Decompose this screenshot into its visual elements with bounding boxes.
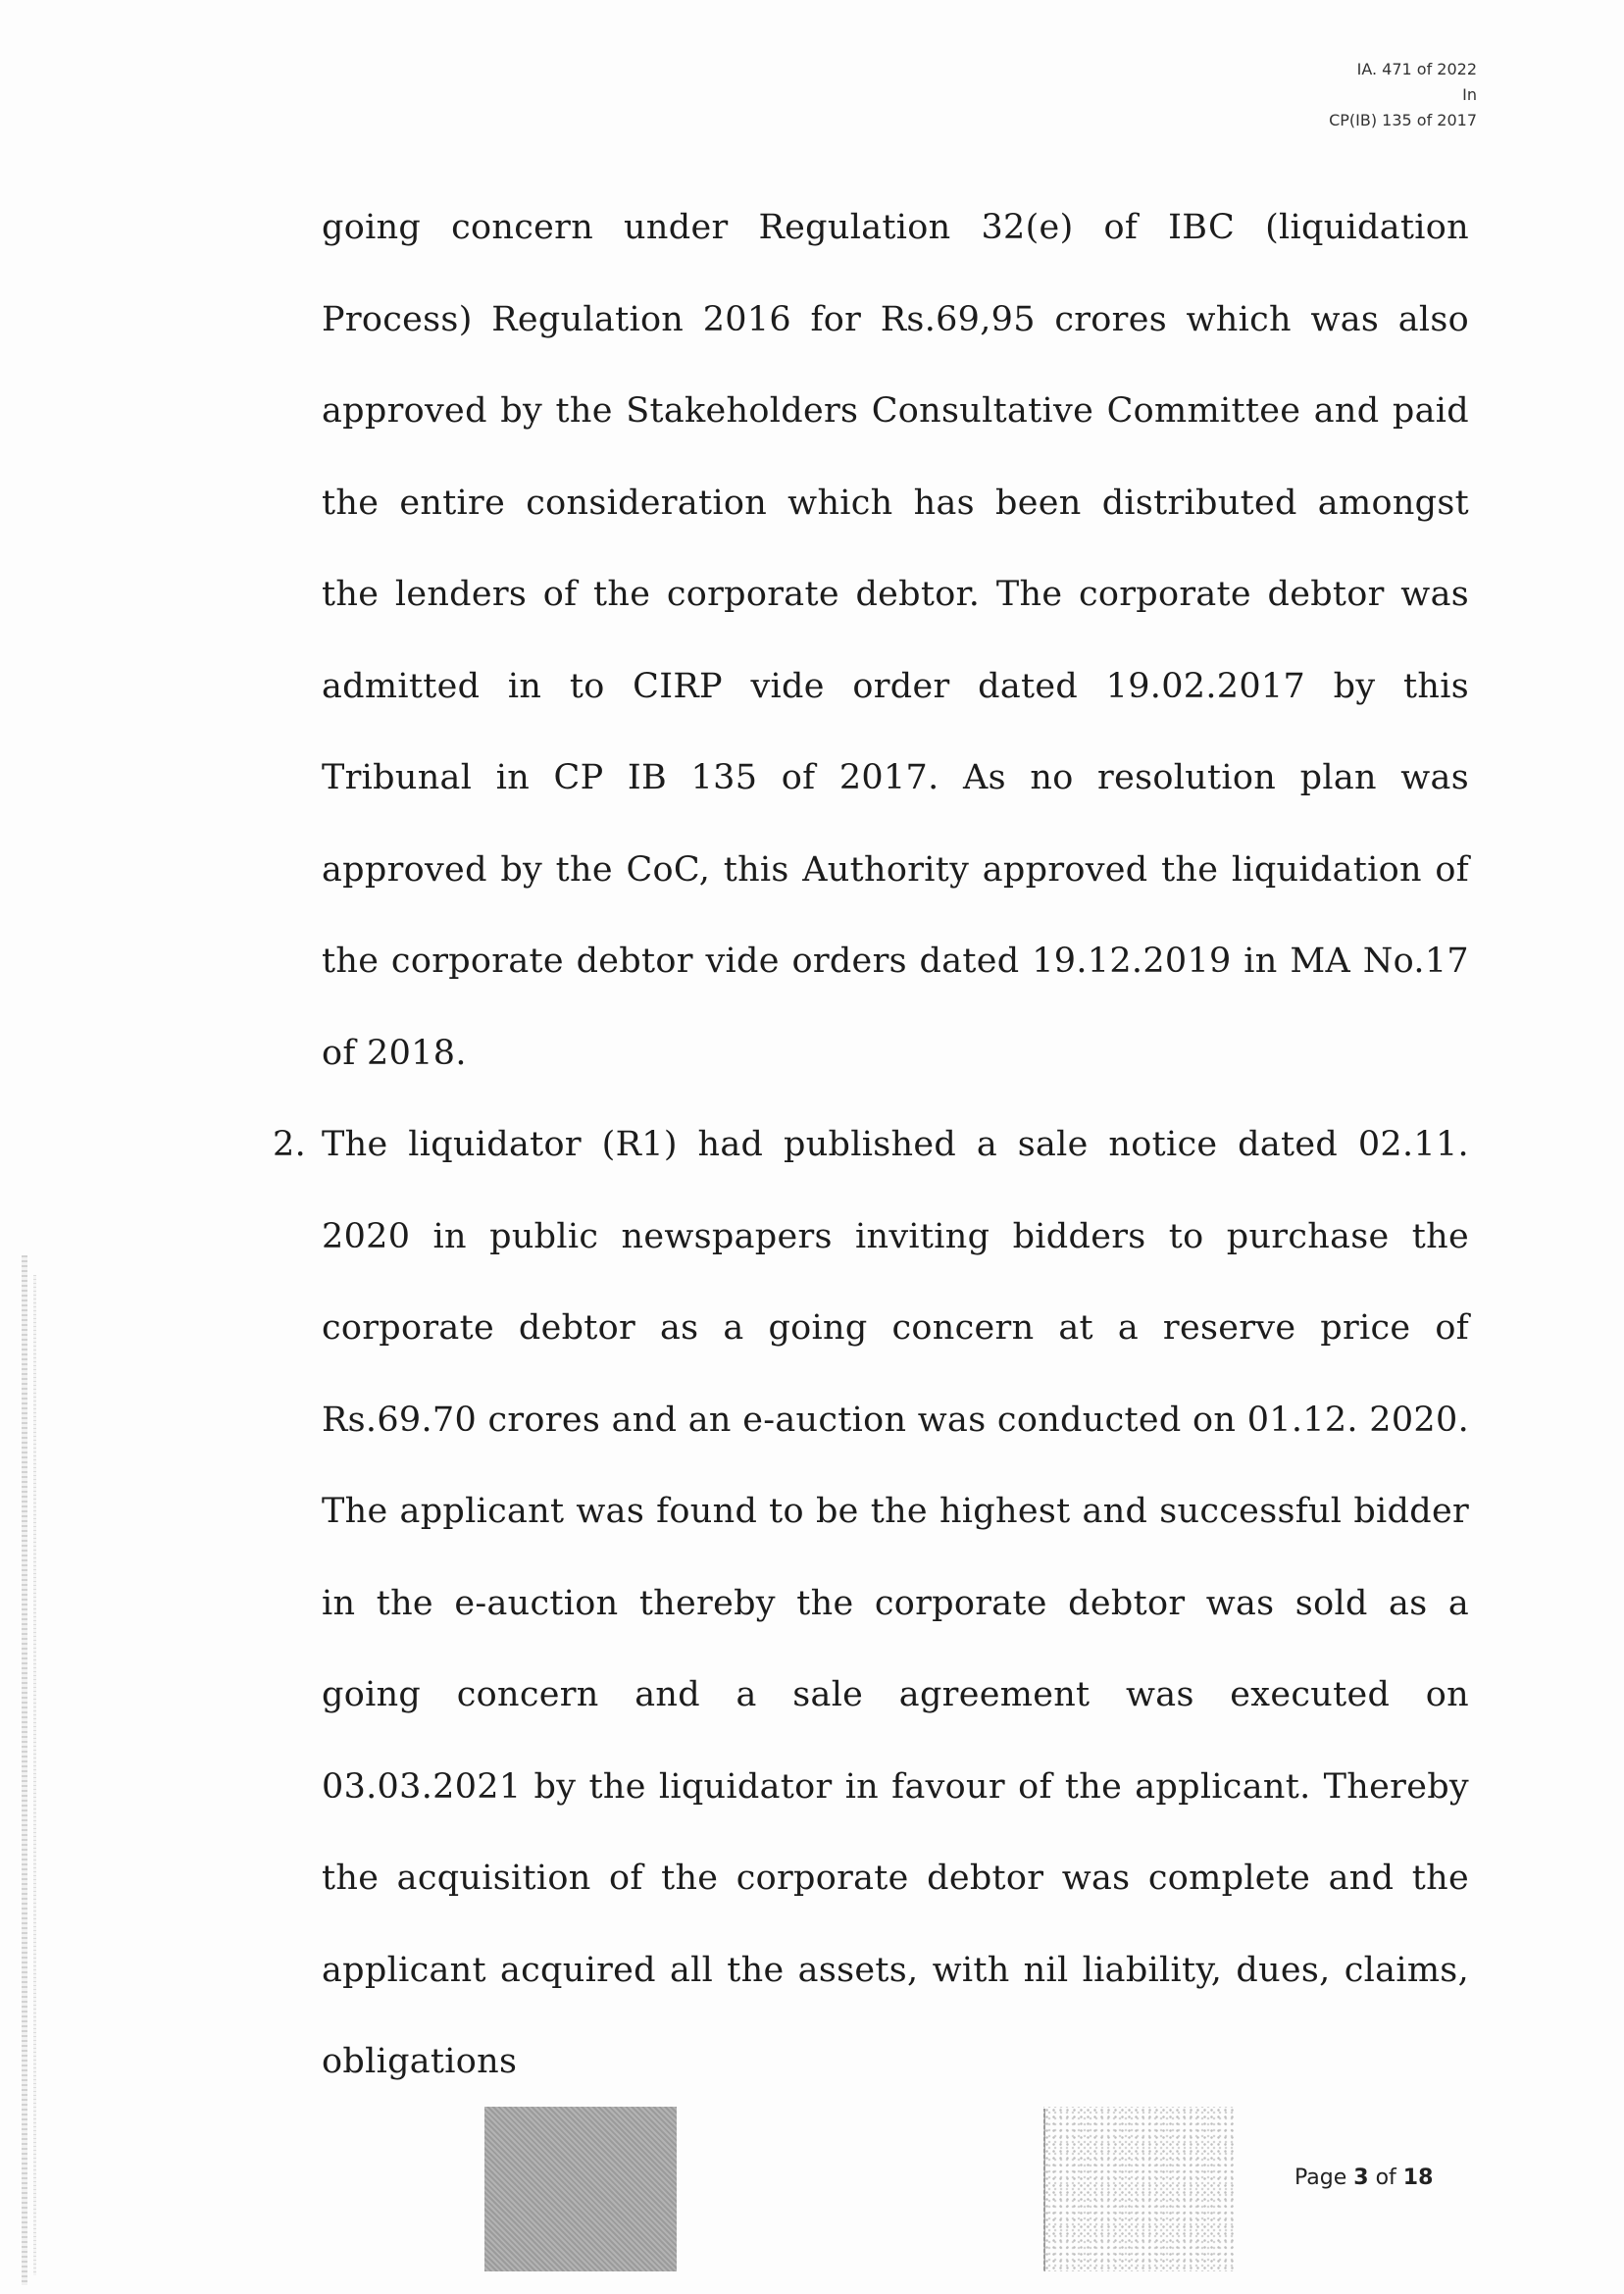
seal-stamp-right: [1043, 2107, 1236, 2271]
continuation-paragraph: going concern under Regulation 32(e) of IBC (liquidation Process) Regulation 2016 for Rs.69,95 crores which was also approved by the Stakeholders Consultative Committee and paid the entire consideration which has been distributed amongst the lenders of the corporate debtor. The corporate debtor was admitted in to CIRP vide order dated 19.02.2017 by this Tribunal in CP IB 135 of 2017. As no resolution plan was approved by the CoC, this Authority approved the liquidation of the corporate debtor vide orders dated 19.12.2019 in MA No.17 of 2018.: [322, 208, 1469, 1073]
case-reference-in: In: [1462, 85, 1477, 104]
document-body: [273, 182, 1469, 2109]
page-number-current: 3: [1353, 2166, 1369, 2190]
seal-stamp-left: [484, 2107, 677, 2271]
page-number-label: Page: [1294, 2166, 1347, 2190]
case-reference-header: [1329, 57, 1477, 133]
list-item-number: 2.: [273, 1125, 306, 1164]
scan-edge-artifact-secondary: [33, 1275, 36, 2275]
case-reference-cp: CP(IB) 135 of 2017: [1329, 111, 1477, 129]
page-number: [1294, 2166, 1433, 2190]
page-number-total: 18: [1402, 2166, 1434, 2190]
scan-edge-artifact: [22, 1255, 27, 2285]
case-reference-ia: IA. 471 of 2022: [1356, 60, 1477, 78]
list-item: [273, 1099, 1469, 2109]
page-number-of: of: [1375, 2166, 1396, 2190]
list-item-text: The liquidator (R1) had published a sale notice dated 02.11. 2020 in public newspapers inviting bidders to purchase the corporate debtor as a going concern at a reserve price of Rs.69.70 crores and an e-auction was conducted on 01.12. 2020. The applicant was found to be the highest and successful bidder in the e-auction thereby the corporate debtor was sold as a going concern and a sale agreement was executed on 03.03.2021 by the liquidator in favour of the applicant. Thereby the acquisition of the corporate debtor was complete and the applicant acquired all the assets, with nil liability, dues, claims, obligations: [322, 1125, 1469, 2081]
